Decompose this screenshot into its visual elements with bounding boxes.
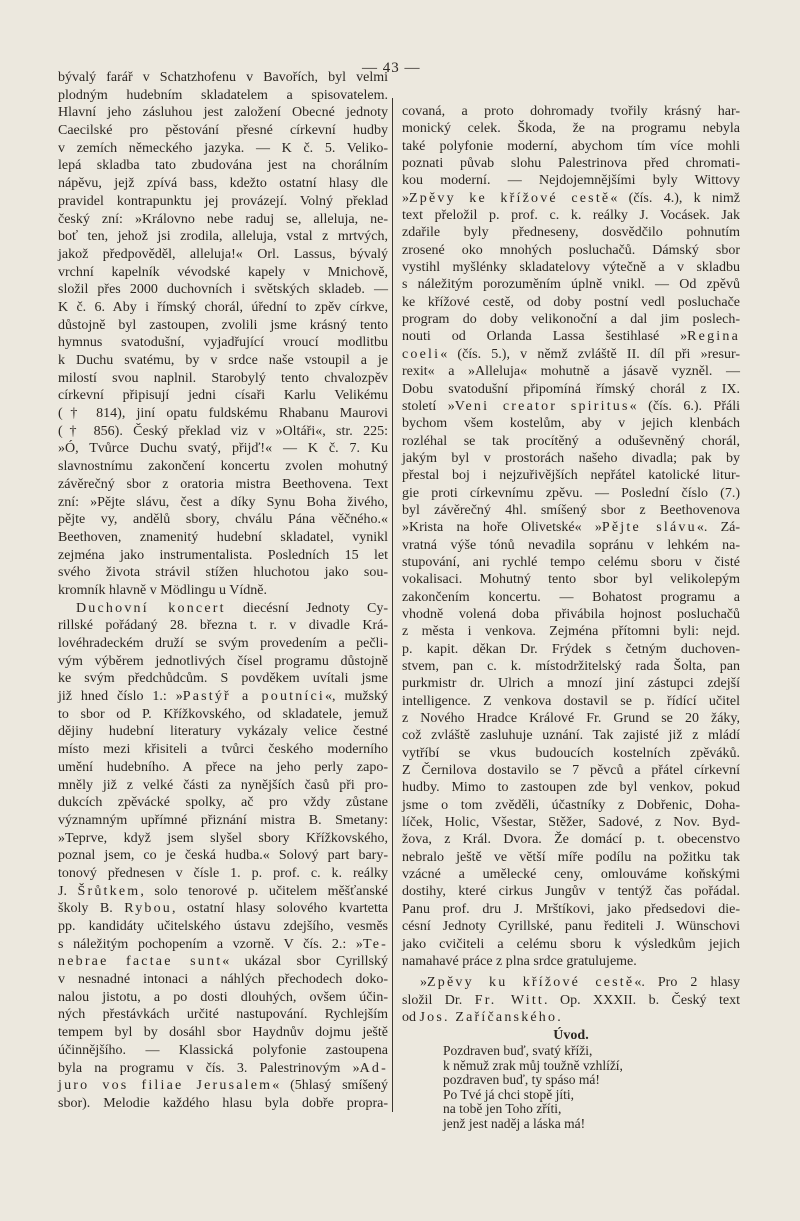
text-segment: , solo tenorové p. učitelem měšťanské [140,883,388,899]
text-line [402,918,740,935]
text-segment: rozléhal se tak procítěný a oduševněný chorál, [402,433,740,449]
text-segment: hudby. Mimo to zastoupen zde byl venkov, pokud [402,780,740,796]
text-segment: nouti od Orlanda Lassa šestihlasé » [402,329,688,345]
text-segment: nápěvu, jejž zpívá bass, kdežto ostatní hlasy dle [58,176,388,192]
text-line [402,1009,740,1026]
text-line [402,172,740,189]
text-segment: stupování, ani rychlé tempo celému sboru v čisté [402,554,740,570]
text-segment: pějte vy, andělů sbory, chválu Pána věčného.« [58,512,388,528]
poem-line: jenž jest naděj a láska má! [443,1115,586,1131]
text-segment: Beethoven, znamenitý hudební skladatel, vynikl [58,529,388,545]
text-line [402,381,740,398]
text-segment: od [402,1009,420,1025]
text-line [402,953,740,970]
text-segment: « (čís. 5.), v němž zvláště II. díl při »resur- [440,346,740,362]
text-line [402,992,740,1009]
text-segment: významným upřímné přiznání mistra B. Smetany: [58,812,388,828]
text-line [58,476,388,494]
spaced-emphasis: juro vos filiae Jerusalem [58,1078,273,1094]
text-line [58,1060,388,1078]
text-line [402,641,740,658]
text-line [58,918,388,936]
spaced-emphasis: Zpěvy ku křížové cestě [427,975,635,991]
text-segment: byla na programu v čís. 3. Palestrinovým » [58,1060,360,1076]
text-segment: » [420,975,427,991]
text-segment: ných přestávkách určité nastupování. Rychlejším [58,1007,388,1023]
text-line [58,936,388,954]
text-segment: přestal boj i nejzuřivějších nepřátel katolické litur- [402,468,740,484]
text-line [58,529,388,547]
text-line [58,440,388,458]
text-line [58,511,388,529]
text-line [58,900,388,918]
text-line [402,797,740,814]
text-line [58,971,388,989]
text-segment: poznal jsem, co je česká hudba.« Solový part bary- [58,848,388,864]
spaced-emphasis: Ad- [359,1060,388,1076]
text-segment: plodným hudebním skladatelem a spisovatelem. [58,87,388,103]
text-segment: s náležitým porozuměním úplně vnikl. — Od zpěvů [402,277,740,293]
text-line [402,398,740,415]
text-segment: církevní připisují jedni císaři Karlu Velikému [58,388,388,404]
text-line [58,246,388,264]
text-segment: z Nového Hradce Králové Fr. Grund se 20 žáky, [402,711,740,727]
text-line [58,989,388,1007]
spaced-emphasis: Rybou [124,901,172,917]
text-line [58,423,388,441]
text-line [58,140,388,158]
text-line [402,623,740,640]
text-line [58,175,388,193]
text-line [58,865,388,883]
text-segment: Caecilské pro pěstování přesné církevní hudby [58,123,388,139]
text-segment: ke svým předchůdcům. S povděkem uvítali jsme [58,671,388,687]
text-line [58,741,388,759]
text-segment: jsme o tom zvěděli, účastníky z Dobřenic, Doha- [402,797,740,813]
text-segment: « ukázal sbor Cyrillský [222,954,388,970]
text-segment: « (5hlasý smíšený [272,1078,388,1094]
text-segment: jakož předpověděl, alleluja!« Orl. Lassus, bývalý [58,246,388,262]
text-segment: , ostatní hlasy solového kvartetta [172,901,388,917]
text-line [402,120,740,137]
spaced-emphasis: Pastýř a poutníci [182,689,326,705]
text-segment: text přeložil p. prof. c. k. reálky J. Vocásek. Jak [402,208,740,224]
text-segment: († 814), jiní opatu fuldskému Rhabanu Maurovi [58,406,388,422]
text-segment: Z Černilova dostavilo se 7 pěvců a přátel církevní [402,763,740,779]
text-line [58,582,388,600]
notice-paragraph [402,974,740,1026]
poem-line: pozdraven buď, ty spáso má! [443,1072,600,1088]
poem-line: na tobě jen Toho zříti, [443,1101,562,1117]
text-segment: milostí svou naplnil. Starobylý tento chvalozpěv [58,370,388,386]
text-segment: sbor). Melodie každého hlasu byla dobře propra- [58,1095,388,1111]
text-segment: školy B. [58,901,125,917]
text-line [402,485,740,502]
text-line [58,547,388,565]
text-line [402,138,740,155]
text-segment: monický celek. Škoda, že na programu nebyla [402,121,740,137]
text-line [58,688,388,706]
spaced-emphasis: Duchovní koncert [76,600,226,616]
text-segment: poznati půvab slohu Palestrinova před chromati- [402,156,740,172]
text-segment: nalou jistotu, a po dosti dlouhých, ovšem účin- [58,989,388,1005]
text-line [58,87,388,105]
text-line [58,193,388,211]
spaced-emphasis: Šrůtkem [77,883,141,899]
text-segment: vratná výše tónů nevadila sopránu v lehkém na- [402,537,740,553]
text-segment: jako cvičiteli a celému sboru k výsledkům jejich [402,936,740,952]
text-line [402,363,740,380]
text-line [58,953,388,971]
text-segment: lovéhradeckém druží se svým provedením a pečli- [58,636,388,651]
text-line [58,847,388,865]
text-segment: složil Dr. [402,992,475,1008]
page-number: — 43 — [362,60,421,76]
text-segment: v zemích německého jazyka. — K č. 5. Veliko- [58,140,388,156]
text-line [58,69,388,87]
text-segment: místo mezi křisiteli a tvůrci českého moderního [58,742,388,758]
text-segment: vhodně volená doba přivábila hojnost posluchačů [402,606,740,622]
text-line [58,405,388,423]
column-divider [392,98,393,1112]
text-segment: intelligence. Z venkova dostavil se p. řídící učitel [402,693,740,709]
text-line [402,658,740,675]
text-line [402,259,740,276]
text-segment: »Teprve, když jsem slyšel sbory Křížkovského, [58,830,388,846]
text-line [402,849,740,866]
text-line [58,370,388,388]
text-line [402,901,740,918]
text-segment: vrchní kapelník vévodské kapely v Mnichově, [58,264,388,280]
text-line [58,281,388,299]
text-line [402,207,740,224]
text-line [58,1095,388,1113]
spaced-emphasis: Te- [362,936,388,952]
spaced-emphasis: Veni creator spiritus [454,398,630,414]
text-segment: byl závěrečný 4hl. smíšený sbor z Beethovenova [402,502,740,518]
text-segment: s náležitým pochopením a vzorně. V čís. 2.: » [58,936,363,952]
text-line [402,814,740,831]
text-segment: lepá skladba tato zbudována jest na chorálním [58,158,388,174]
text-segment: složil přes 2000 duchovních i světských skladeb. — [58,282,388,298]
text-line [58,706,388,724]
text-line [58,1024,388,1042]
text-segment: «. Pro 2 hlasy [634,975,740,991]
left-column [58,69,388,1113]
text-line [58,600,388,618]
text-line [58,635,388,653]
text-segment: vzácné a umělecké ceny, omlouváme koňskými [402,867,740,883]
text-line [402,224,740,241]
text-line [402,727,740,744]
text-line [402,502,740,519]
text-line [58,1042,388,1060]
text-segment: zdařile byly předneseny, dosvědčilo pohnutím [402,225,740,241]
text-line [402,571,740,588]
text-segment: bývalý farář v Schatzhofenu v Bavořích, byl velmi [58,70,388,85]
text-segment: tempem byl by dosáhl sbor Haydnův dojmu ještě [58,1025,388,1041]
text-segment: dukcích zpěvácké spolky, ač pro vždy zůstane [58,795,388,811]
text-segment: závěrečný sbor z oratoria mistra Beethovena. Text [58,476,388,492]
text-segment: Dobu svatodušní připomíná římský chorál z IX. [402,381,740,397]
text-line [402,675,740,692]
text-segment: nebralo ještě ve větší míře podílu na požitku tak [402,849,740,865]
text-line [402,936,740,953]
text-line [402,103,740,120]
text-segment: vystihl myšlénky skladatelovy výtečně a v skladbu [402,260,740,276]
text-line [58,122,388,140]
spaced-emphasis: Zpěvy ke křížové cestě [409,190,611,206]
text-line [402,519,740,536]
text-line [402,433,740,450]
spaced-emphasis: Jos. Zaříčanského [419,1009,558,1025]
text-segment: césní Jednoty Cyrillské, panu řediteli J. Wünschovi [402,919,740,935]
text-line [58,299,388,317]
text-segment: purkmistr dr. Ulrich a mnozí jiní zástupci zdejší [402,676,740,692]
text-segment: »Ó, Tvůrce Duchu svatý, přijď!« — K č. 7. Ku [58,441,388,457]
text-segment: žova, z Král. Dvora. Že domácí p. t. obecenstvo [402,832,740,848]
poem-line: Po Tvé já chci stopě jíti, [443,1086,574,1102]
text-segment: důstojně byl zastoupen, zvolili jsme krásný tento [58,317,388,333]
poem [402,1044,740,1131]
text-line [58,352,388,370]
text-segment: zakončením koncertu. — Bohatost programu a [402,589,740,605]
text-line [402,606,740,623]
text-line [402,450,740,467]
spaced-emphasis: Fr. Witt [474,992,545,1008]
text-segment: program do doby velikonoční a dal jim poslech- [402,312,740,328]
text-segment: zní: »Pějte slávu, čest a díky Synu Boha živého, [58,494,388,510]
text-segment: « (čís. 6.). Přáli [629,398,740,414]
text-segment: v nesnadné intonaci a náhlých přechodech doko- [58,972,388,988]
text-segment: vým výběrem jednotlivých čísel programu důstojně [58,653,388,669]
text-line [402,190,740,207]
text-segment: zrosené oko mnohých posluchačů. Dámský sbor [402,242,740,258]
text-segment: jakým byl v prostorách našeho divadla; pak by [402,450,740,466]
text-segment: bychom všem kostelům, aby v jejich klenbách [402,416,740,432]
text-line [58,211,388,229]
poem-heading: Úvod. [553,1028,589,1044]
text-line [402,346,740,363]
text-line [58,830,388,848]
text-line [58,458,388,476]
text-segment: k Duchu svatému, by v srdce naše vstoupil a je [58,353,388,368]
text-line [402,831,740,848]
text-segment: umění hudebního. A přece na jeho perly zapo- [58,759,388,775]
text-segment: Hlavní jeho zásluhou jest založení Obecné jednoty [58,105,388,121]
spaced-emphasis: Regina [687,329,740,345]
text-line [58,334,388,352]
text-segment: . [557,1009,561,1025]
text-line [402,745,740,762]
text-segment: diecésní Jednoty Cy- [225,600,388,616]
text-segment: svého života strávil stížen hluchotou jako sou- [58,565,388,581]
text-segment: . Op. XXXII. b. Český text [544,992,740,1008]
text-line [402,762,740,779]
text-segment: gie proti církevnímu zpěvu. — Poslední číslo (7.) [402,485,740,501]
right-column-body [402,103,740,970]
text-segment: († 856). Český překlad viz v »Oltáři«, str. 225: [58,423,388,439]
text-segment: rexit« a »Alleluja« mohutně a jásavě vyzněl. — [402,364,740,380]
text-line [58,494,388,512]
text-line [58,228,388,246]
text-line [402,974,740,991]
text-line [402,242,740,259]
text-line [402,415,740,432]
text-line [58,759,388,777]
text-segment: »Krista na hoře Olivetské« » [402,520,602,536]
text-line [402,155,740,172]
text-segment: « (čís. 4.), k nimž [610,190,741,206]
text-segment: p. kapit. děkan Dr. Frýdek s četným duchoven- [402,641,740,657]
text-segment: tonový přednesen v čísle 1. p. prof. c. k. reálky [58,865,388,881]
poem-line: k němuž zrak můj toužně vzhlíží, [443,1057,623,1073]
text-line [58,387,388,405]
text-line [58,1006,388,1024]
text-line [402,693,740,710]
text-line [58,104,388,122]
text-segment: století » [402,398,455,414]
text-segment: dostihy, které cirkus Jungův v tentýž čas pořádal. [402,884,740,900]
text-line [58,564,388,582]
text-line [402,883,740,900]
text-segment: účinnějšího. — Klassická polyfonie zastoupena [58,1042,388,1058]
text-segment: což zvláště zasluhuje uznání. Tak zajisté již z mládí [402,728,740,744]
text-line [402,537,740,554]
text-segment: Panu prof. dru J. Mrštíkovi, jako předsedovi die- [402,901,740,917]
text-line [402,467,740,484]
text-segment: také polyfonie moderní, abychom tím více mohli [402,138,740,154]
text-line [402,866,740,883]
poem-line: Pozdraven buď, svatý kříži, [443,1043,593,1059]
text-segment: rillské pořádaný 28. března t. r. v divadle Krá- [58,618,388,634]
text-line [58,723,388,741]
text-segment: J. [58,883,78,899]
text-segment: covaná, a proto dohromady tvořily krásný har- [402,104,740,119]
text-segment: pp. kandidáty učitelského ústavu zdejšího, vesměs [58,919,388,934]
text-line [58,1077,388,1095]
text-line [58,794,388,812]
right-column [402,103,740,1131]
text-segment: vokalisaci. Mohutný tento sbor byl velikolepým [402,572,740,588]
text-segment: z města i venkova. Zejména přítomni byli: nejd. [402,624,740,640]
text-line [402,779,740,796]
text-line [58,264,388,282]
text-segment: kromník hlavně v Mödlingu u Vídně. [58,582,267,598]
text-segment: to sbor od P. Křížkovského, od skladatele, jemuž [58,706,388,722]
text-segment: «, mužský [325,689,388,705]
text-segment: slavnostnímu zakončení koncertu zvolen mohutný [58,459,388,475]
text-segment: stvem, pan c. k. místodržitelský rada Šolta, pan [402,659,740,674]
text-line [58,653,388,671]
text-segment: «. Zá- [696,520,740,536]
text-line [402,589,740,606]
text-segment: zejména jako instrumentalista. Posledních 15 let [58,547,388,563]
text-segment: ke křížové cestě, od doby postní vedl posluchače [402,294,740,310]
text-line [58,157,388,175]
text-line [402,710,740,727]
text-line [402,311,740,328]
text-line [58,317,388,335]
text-line [58,777,388,795]
text-segment: » [402,190,409,206]
text-segment: K č. 6. Aby i římský chorál, úřední to zpěv církve, [58,299,388,315]
text-segment: namahavé práce z plna srdce gratulujeme. [402,953,637,969]
text-segment: vytříbí se vkus budoucích kostelních zpěváků. [402,745,740,761]
text-segment: líček, Holic, Všestar, Stěžer, Sadové, z Nov. Byd- [402,815,740,831]
text-segment: dějiny hudební literatury vykázaly velice čestné [58,724,388,740]
text-line [402,294,740,311]
text-segment: boť ten, jehož jsi zrodila, alleluja, vstal z mrtvých, [58,229,388,245]
text-line [58,812,388,830]
text-line [402,554,740,571]
text-segment: mněly již z velké části za nynějších časů při pro- [58,777,388,793]
text-line [58,670,388,688]
text-segment: pravidel kontrapunktu jej provázejí. Volný překlad [58,193,388,209]
spaced-emphasis: Pějte slávu [601,520,697,536]
text-line [402,276,740,293]
spaced-emphasis: nebrae factae sunt [58,954,223,970]
text-line [58,617,388,635]
spaced-emphasis: coeli [402,346,441,362]
text-line [58,883,388,901]
text-segment: již hned číslo 1.: » [58,689,183,705]
text-segment: hymnus svatodušní, vyjadřující vroucí modlitbu [58,335,388,351]
text-line [402,328,740,345]
text-segment: český zní: »Královno nebe raduj se, alleluja, ne- [58,211,388,227]
text-segment: kou moderní. — Nejdojemnějšími byly Wittovy [402,173,740,189]
